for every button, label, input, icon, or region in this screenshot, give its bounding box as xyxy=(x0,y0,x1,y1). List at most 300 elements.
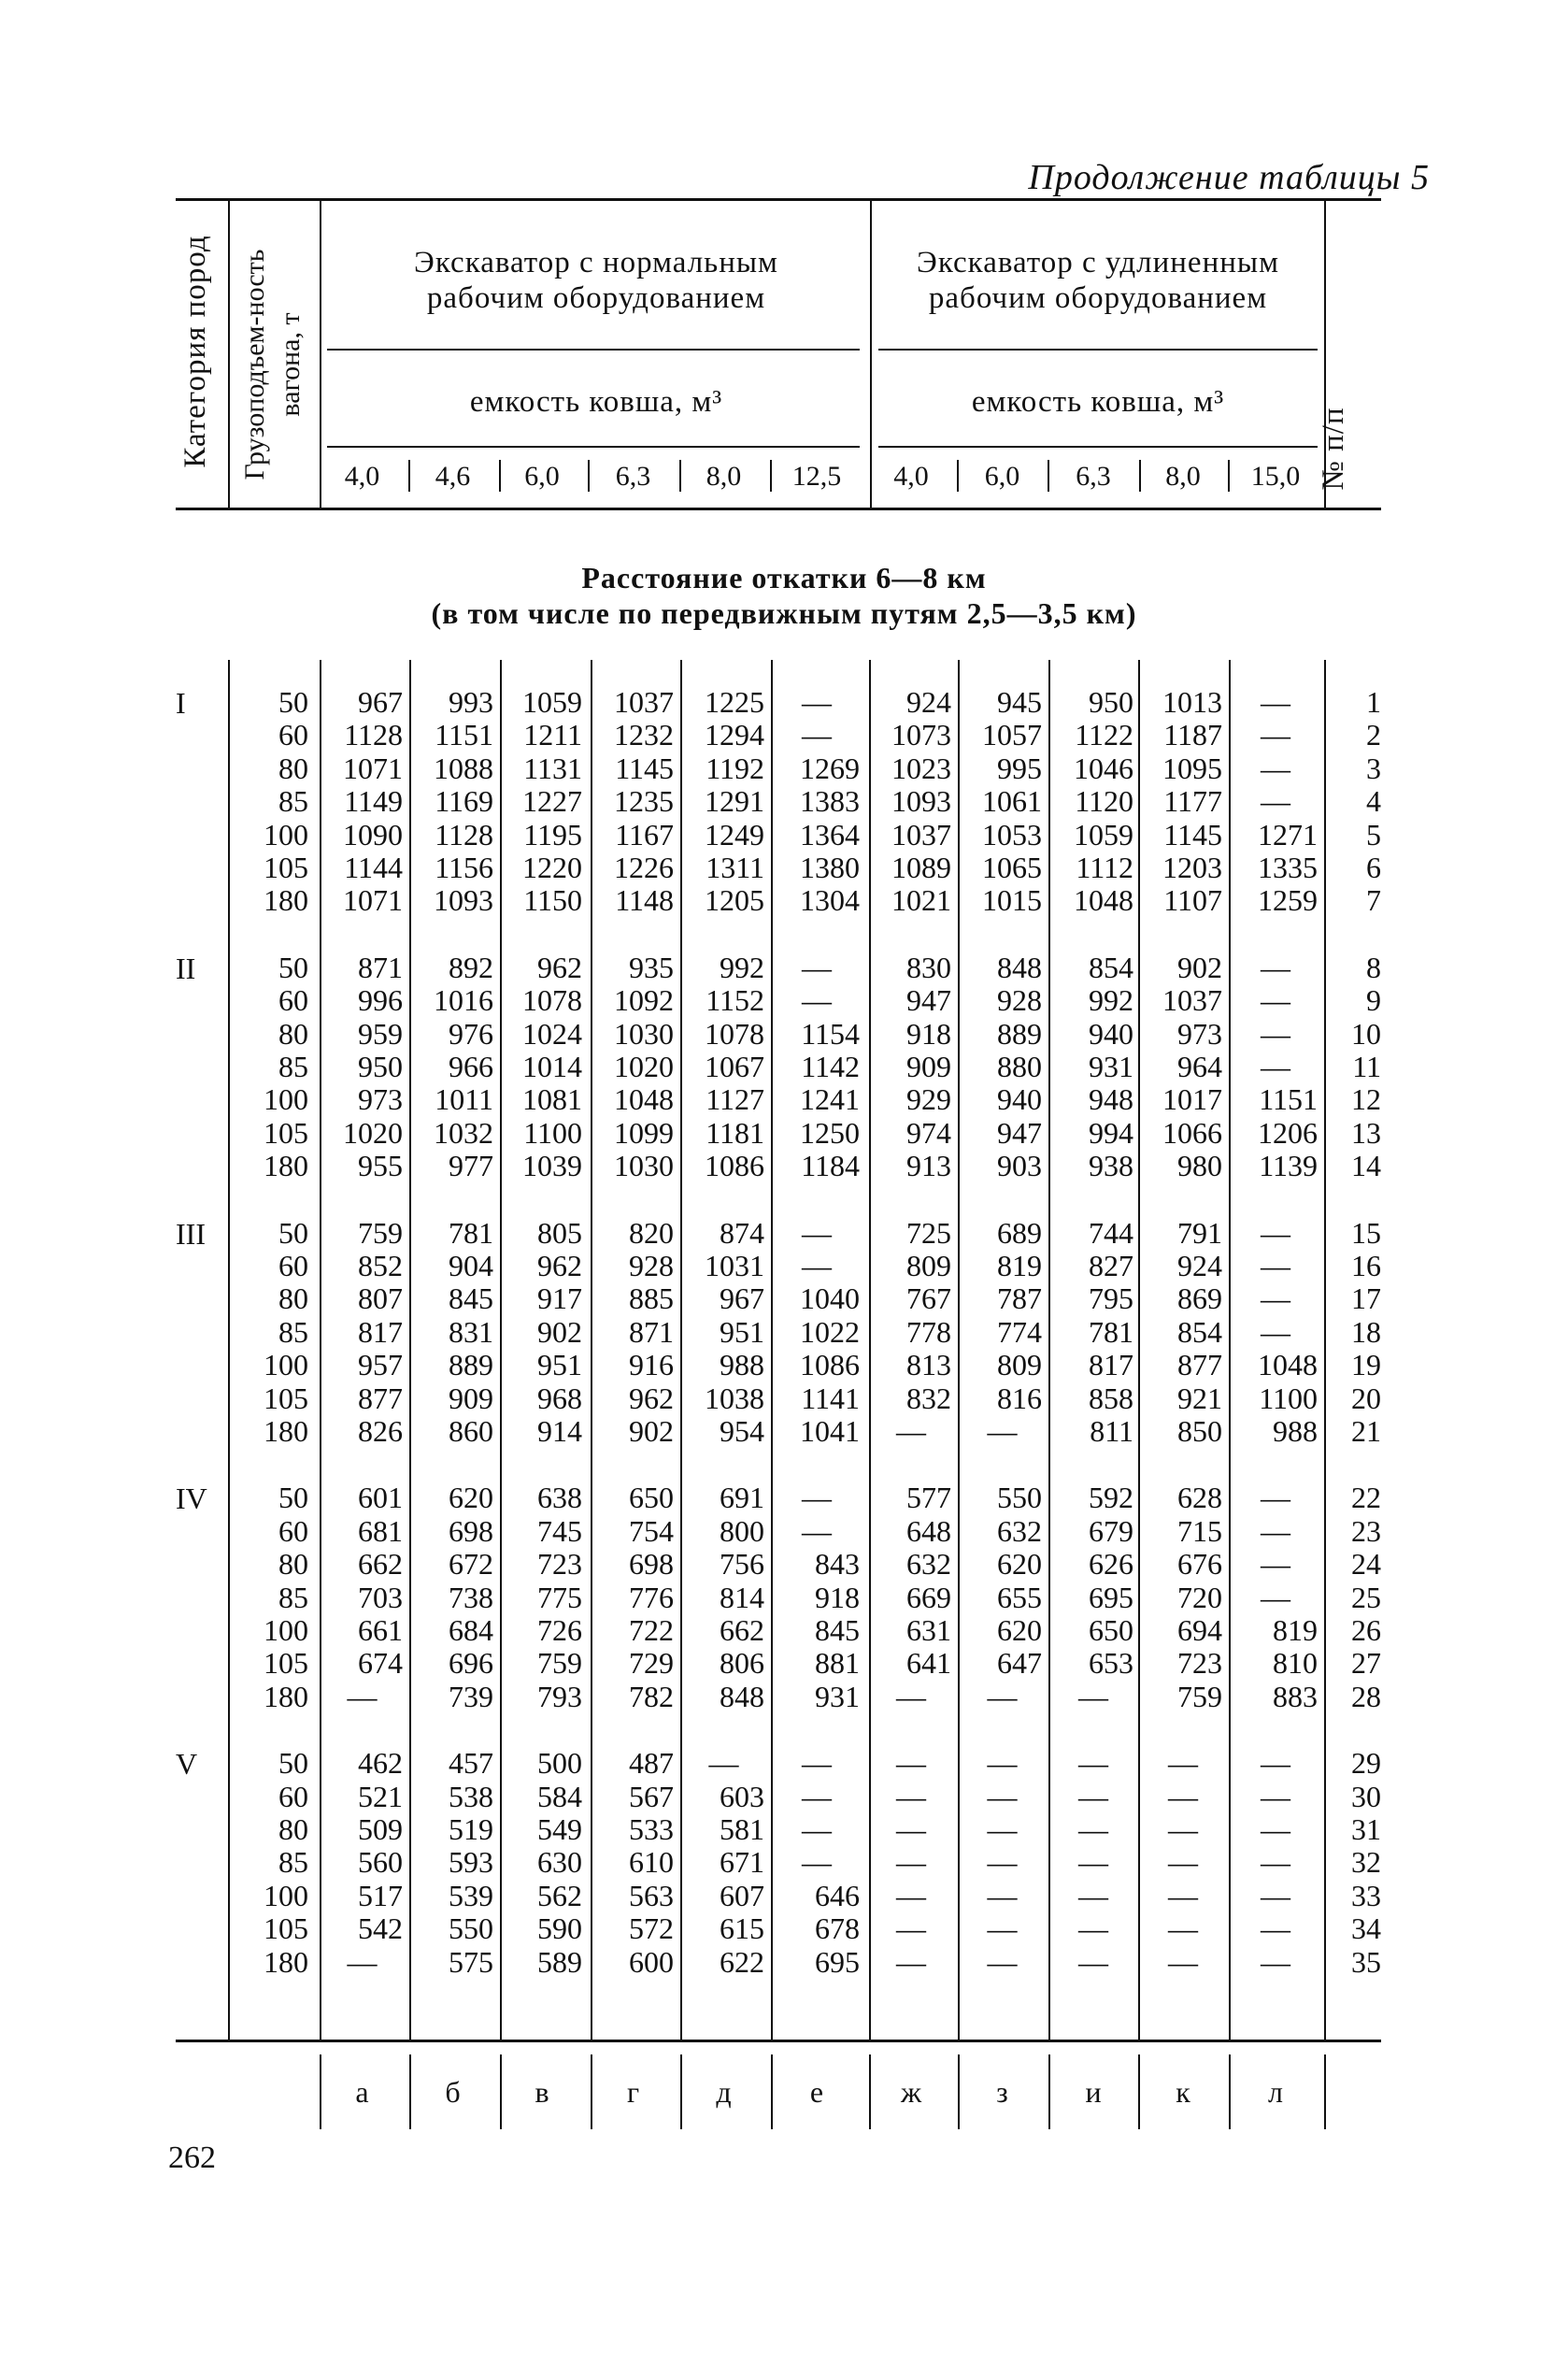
value-cell: 695 xyxy=(815,1945,860,1979)
wagon-capacity-cell: 100 xyxy=(264,1613,308,1647)
wagon-capacity-cell: 50 xyxy=(278,1216,308,1250)
row-number-cell: 16 xyxy=(1351,1249,1381,1282)
value-cell: 628 xyxy=(1177,1481,1222,1514)
bucket-size-label: 4,6 xyxy=(435,461,471,492)
value-cell: — xyxy=(802,1249,832,1282)
value-cell: 1030 xyxy=(614,1017,674,1051)
value-cell: — xyxy=(802,1514,832,1548)
value-cell: — xyxy=(896,1680,926,1713)
value-cell: 1225 xyxy=(705,685,764,719)
value-cell: 630 xyxy=(537,1845,582,1879)
value-cell: 745 xyxy=(537,1514,582,1548)
value-cell: — xyxy=(1261,1281,1290,1315)
value-cell: 947 xyxy=(997,1116,1042,1150)
value-cell: 776 xyxy=(629,1581,674,1614)
rock-category: IV xyxy=(176,1482,207,1516)
value-cell: 1145 xyxy=(1163,818,1222,852)
value-cell: 880 xyxy=(997,1050,1042,1083)
value-cell: 1093 xyxy=(434,883,493,917)
table-row xyxy=(0,1880,1568,1912)
value-cell: 1040 xyxy=(800,1281,860,1315)
value-cell: — xyxy=(1078,1680,1108,1713)
value-cell: 679 xyxy=(1089,1514,1133,1548)
value-cell: 918 xyxy=(815,1581,860,1614)
value-cell: 814 xyxy=(720,1581,764,1614)
value-cell: 852 xyxy=(358,1249,403,1282)
value-cell: 869 xyxy=(1177,1281,1222,1315)
value-cell: — xyxy=(1261,685,1290,719)
value-cell: 793 xyxy=(537,1680,582,1713)
value-cell: 918 xyxy=(906,1017,951,1051)
value-cell: — xyxy=(1078,1911,1108,1945)
value-cell: 883 xyxy=(1273,1680,1318,1713)
footer-rule xyxy=(1324,2054,1326,2129)
value-cell: 973 xyxy=(1177,1017,1222,1051)
value-cell: 1177 xyxy=(1163,784,1222,818)
footer-rule xyxy=(958,2054,960,2129)
value-cell: — xyxy=(1261,1315,1290,1349)
value-cell: 767 xyxy=(906,1281,951,1315)
value-cell: — xyxy=(896,1845,926,1879)
bucket-size-label: 8,0 xyxy=(1165,461,1201,492)
header-divider xyxy=(228,200,230,508)
value-cell: 720 xyxy=(1177,1581,1222,1614)
value-cell: 550 xyxy=(449,1911,493,1945)
value-cell: 877 xyxy=(1177,1348,1222,1381)
value-cell: 1039 xyxy=(522,1149,582,1182)
value-cell: 681 xyxy=(358,1514,403,1548)
wagon-capacity-cell: 105 xyxy=(264,1116,308,1150)
table-row xyxy=(0,1912,1568,1945)
value-cell: 698 xyxy=(449,1514,493,1548)
table-row xyxy=(0,1117,1568,1150)
value-cell: 1017 xyxy=(1162,1082,1222,1116)
value-cell: 584 xyxy=(537,1780,582,1813)
value-cell: 951 xyxy=(537,1348,582,1381)
table-row xyxy=(0,1051,1568,1083)
bucket-size-separator xyxy=(957,460,959,492)
bucket-size-separator xyxy=(770,460,772,492)
header-inner-rule xyxy=(327,349,860,351)
value-cell: 800 xyxy=(720,1514,764,1548)
value-cell: 1048 xyxy=(1074,883,1133,917)
value-cell: 1016 xyxy=(434,983,493,1017)
row-number-cell: 35 xyxy=(1351,1945,1381,1979)
value-cell: 916 xyxy=(629,1348,674,1381)
value-cell: 992 xyxy=(1089,983,1133,1017)
value-cell: 1093 xyxy=(891,784,951,818)
bucket-size-separator xyxy=(1048,460,1049,492)
value-cell: — xyxy=(1261,718,1290,752)
value-cell: 672 xyxy=(449,1547,493,1581)
wagon-capacity-cell: 60 xyxy=(278,718,308,752)
value-cell: — xyxy=(1168,1780,1198,1813)
row-number-cell: 22 xyxy=(1351,1481,1381,1514)
value-cell: 945 xyxy=(997,685,1042,719)
value-cell: 902 xyxy=(629,1414,674,1448)
value-cell: 1099 xyxy=(614,1116,674,1150)
table-row xyxy=(0,1515,1568,1548)
table-row xyxy=(0,1482,1568,1514)
value-cell: — xyxy=(1078,1812,1108,1846)
value-cell: 962 xyxy=(537,1249,582,1282)
value-cell: — xyxy=(1168,1911,1198,1945)
value-cell: 567 xyxy=(629,1780,674,1813)
value-cell: 694 xyxy=(1177,1613,1222,1647)
value-cell: 931 xyxy=(1089,1050,1133,1083)
value-cell: 848 xyxy=(720,1680,764,1713)
value-cell: 1032 xyxy=(434,1116,493,1150)
page-number: 262 xyxy=(168,2140,216,2175)
value-cell: — xyxy=(1168,1879,1198,1912)
value-cell: 992 xyxy=(720,951,764,984)
value-cell: 1227 xyxy=(522,784,582,818)
value-cell: 691 xyxy=(720,1481,764,1514)
value-cell: — xyxy=(347,1945,378,1979)
value-cell: 1241 xyxy=(800,1082,860,1116)
value-cell: 610 xyxy=(629,1845,674,1879)
value-cell: 994 xyxy=(1089,1116,1133,1150)
value-cell: 615 xyxy=(720,1911,764,1945)
column-letter: в xyxy=(535,2075,549,2109)
value-cell: 715 xyxy=(1177,1514,1222,1548)
bucket-size-separator xyxy=(499,460,501,492)
value-cell: 980 xyxy=(1177,1149,1222,1182)
bucket-size-separator xyxy=(679,460,681,492)
value-cell: — xyxy=(1261,1746,1290,1780)
value-cell: 1128 xyxy=(435,818,493,852)
value-cell: 1167 xyxy=(615,818,674,852)
value-cell: 661 xyxy=(358,1613,403,1647)
table-row xyxy=(0,1747,1568,1780)
value-cell: 917 xyxy=(537,1281,582,1315)
value-cell: 820 xyxy=(629,1216,674,1250)
value-cell: 1235 xyxy=(614,784,674,818)
value-cell: — xyxy=(1261,983,1290,1017)
value-cell: 1015 xyxy=(982,883,1042,917)
value-cell: 781 xyxy=(449,1216,493,1250)
value-cell: 1022 xyxy=(800,1315,860,1349)
value-cell: 947 xyxy=(906,983,951,1017)
column-letter: б xyxy=(445,2075,461,2109)
rock-category: V xyxy=(176,1747,198,1782)
table-row xyxy=(0,686,1568,719)
value-cell: 563 xyxy=(629,1879,674,1912)
wagon-capacity-cell: 60 xyxy=(278,1514,308,1548)
wagon-capacity-cell: 50 xyxy=(278,951,308,984)
table-row xyxy=(0,819,1568,852)
value-cell: 550 xyxy=(997,1481,1042,1514)
value-cell: 817 xyxy=(1089,1348,1133,1381)
value-cell: 607 xyxy=(720,1879,764,1912)
value-cell: — xyxy=(896,1746,926,1780)
row-number-cell: 2 xyxy=(1366,718,1381,752)
value-cell: 754 xyxy=(629,1514,674,1548)
value-cell: 562 xyxy=(537,1879,582,1912)
footer-rule xyxy=(1138,2054,1140,2129)
value-cell: — xyxy=(1261,1945,1290,1979)
value-cell: 678 xyxy=(815,1911,860,1945)
value-cell: 787 xyxy=(997,1281,1042,1315)
column-letter: д xyxy=(716,2075,732,2109)
value-cell: 626 xyxy=(1089,1547,1133,1581)
value-cell: 1250 xyxy=(800,1116,860,1150)
value-cell: 817 xyxy=(358,1315,403,1349)
rock-category: II xyxy=(176,951,196,985)
value-cell: 650 xyxy=(629,1481,674,1514)
bucket-size-label: 6,3 xyxy=(1076,461,1111,492)
value-cell: 662 xyxy=(358,1547,403,1581)
value-cell: 1059 xyxy=(1074,818,1133,852)
footer-rule xyxy=(771,2054,773,2129)
value-cell: — xyxy=(1261,1581,1290,1614)
value-cell: 827 xyxy=(1089,1249,1133,1282)
wagon-capacity-cell: 180 xyxy=(264,1414,308,1448)
value-cell: 819 xyxy=(997,1249,1042,1282)
continuation-caption: Продолжение таблицы 5 xyxy=(1028,158,1430,197)
section-title: Расстояние откатки 6—8 км xyxy=(581,561,987,594)
value-cell: 1071 xyxy=(343,883,403,917)
value-cell: — xyxy=(987,1879,1018,1912)
value-cell: — xyxy=(802,983,832,1017)
value-cell: — xyxy=(987,1746,1018,1780)
value-cell: 729 xyxy=(629,1646,674,1680)
table-row xyxy=(0,719,1568,752)
value-cell: 988 xyxy=(1273,1414,1318,1448)
value-cell: 572 xyxy=(629,1911,674,1945)
row-number-cell: 3 xyxy=(1366,752,1381,785)
value-cell: 533 xyxy=(629,1812,674,1846)
row-number-cell: 32 xyxy=(1351,1845,1381,1879)
value-cell: — xyxy=(347,1680,378,1713)
value-cell: 759 xyxy=(1177,1680,1222,1713)
row-number-cell: 17 xyxy=(1351,1281,1381,1315)
value-cell: 909 xyxy=(906,1050,951,1083)
value-cell: 974 xyxy=(906,1116,951,1150)
value-cell: 966 xyxy=(449,1050,493,1083)
column-letter: и xyxy=(1085,2075,1102,2109)
value-cell: 581 xyxy=(720,1812,764,1846)
value-cell: 1013 xyxy=(1162,685,1222,719)
bucket-size-label: 4,0 xyxy=(893,461,929,492)
wagon-capacity-cell: 180 xyxy=(264,883,308,917)
value-cell: 689 xyxy=(997,1216,1042,1250)
value-cell: 962 xyxy=(629,1381,674,1415)
value-cell: — xyxy=(1168,1945,1198,1979)
bucket-capacity-label: емкость ковша, м³ xyxy=(971,385,1225,419)
value-cell: 782 xyxy=(629,1680,674,1713)
wagon-capacity-cell: 180 xyxy=(264,1149,308,1182)
value-cell: 877 xyxy=(358,1381,403,1415)
value-cell: 964 xyxy=(1177,1050,1222,1083)
value-cell: 810 xyxy=(1273,1646,1318,1680)
table-bottom-rule xyxy=(176,2040,1381,2042)
value-cell: 854 xyxy=(1089,951,1133,984)
value-cell: 1020 xyxy=(614,1050,674,1083)
row-number-cell: 9 xyxy=(1366,983,1381,1017)
row-number-cell: 14 xyxy=(1351,1149,1381,1182)
value-cell: 902 xyxy=(1177,951,1222,984)
value-cell: 858 xyxy=(1089,1381,1133,1415)
value-cell: 1220 xyxy=(522,851,582,884)
value-cell: 1065 xyxy=(982,851,1042,884)
value-cell: 909 xyxy=(449,1381,493,1415)
value-cell: 962 xyxy=(537,951,582,984)
value-cell: 726 xyxy=(537,1613,582,1647)
value-cell: 938 xyxy=(1089,1149,1133,1182)
table-row xyxy=(0,752,1568,785)
value-cell: 914 xyxy=(537,1414,582,1448)
row-number-cell: 4 xyxy=(1366,784,1381,818)
value-cell: 577 xyxy=(906,1481,951,1514)
column-letter: г xyxy=(626,2075,640,2109)
wagon-capacity-cell: 100 xyxy=(264,818,308,852)
value-cell: 955 xyxy=(358,1149,403,1182)
value-cell: 924 xyxy=(906,685,951,719)
value-cell: 928 xyxy=(629,1249,674,1282)
value-cell: — xyxy=(987,1945,1018,1979)
wagon-capacity-cell: 180 xyxy=(264,1945,308,1979)
value-cell: 967 xyxy=(720,1281,764,1315)
value-cell: 1205 xyxy=(705,883,764,917)
value-cell: — xyxy=(802,1780,832,1813)
value-cell: 620 xyxy=(997,1613,1042,1647)
value-cell: 725 xyxy=(906,1216,951,1250)
value-cell: 885 xyxy=(629,1281,674,1315)
value-cell: 1041 xyxy=(800,1414,860,1448)
value-cell: 1149 xyxy=(344,784,403,818)
value-cell: 1150 xyxy=(523,883,582,917)
wagon-capacity-cell: 80 xyxy=(278,1812,308,1846)
value-cell: 1066 xyxy=(1162,1116,1222,1150)
value-cell: 977 xyxy=(449,1149,493,1182)
value-cell: 921 xyxy=(1177,1381,1222,1415)
bucket-size-separator xyxy=(1228,460,1230,492)
value-cell: — xyxy=(1261,1514,1290,1548)
value-cell: 889 xyxy=(449,1348,493,1381)
value-cell: 600 xyxy=(629,1945,674,1979)
column-letter: а xyxy=(355,2075,369,2109)
value-cell: 809 xyxy=(997,1348,1042,1381)
value-cell: 1142 xyxy=(801,1050,860,1083)
value-cell: 1151 xyxy=(435,718,493,752)
header-inner-rule xyxy=(878,446,1318,448)
value-cell: 590 xyxy=(537,1911,582,1945)
value-cell: 805 xyxy=(537,1216,582,1250)
value-cell: — xyxy=(1168,1812,1198,1846)
value-cell: 1144 xyxy=(344,851,403,884)
wagon-capacity-cell: 60 xyxy=(278,1249,308,1282)
value-cell: 1078 xyxy=(522,983,582,1017)
value-cell: 892 xyxy=(449,951,493,984)
value-cell: 1249 xyxy=(705,818,764,852)
value-cell: — xyxy=(896,1414,926,1448)
value-cell: — xyxy=(1261,1812,1290,1846)
row-number-cell: 6 xyxy=(1366,851,1381,884)
row-number-cell: 20 xyxy=(1351,1381,1381,1415)
value-cell: 601 xyxy=(358,1481,403,1514)
value-cell: 521 xyxy=(358,1780,403,1813)
value-cell: 1037 xyxy=(891,818,951,852)
section-subtitle: (в том числе по передвижным путям 2,5—3,5 км) xyxy=(431,596,1137,630)
row-number-cell: 23 xyxy=(1351,1514,1381,1548)
value-cell: 816 xyxy=(997,1381,1042,1415)
value-cell: 904 xyxy=(449,1249,493,1282)
value-cell: 1120 xyxy=(1075,784,1133,818)
value-cell: — xyxy=(802,1481,832,1514)
value-cell: 1081 xyxy=(522,1082,582,1116)
wagon-capacity-cell: 85 xyxy=(278,1050,308,1083)
row-number-cell: 18 xyxy=(1351,1315,1381,1349)
value-cell: 1139 xyxy=(1259,1149,1318,1182)
table-row xyxy=(0,1083,1568,1116)
value-cell: — xyxy=(802,1216,832,1250)
value-cell: 967 xyxy=(358,685,403,719)
header-row-number: № п/п xyxy=(1317,407,1350,491)
value-cell: 1181 xyxy=(706,1116,764,1150)
row-number-cell: 11 xyxy=(1352,1050,1381,1083)
value-cell: 1067 xyxy=(705,1050,764,1083)
value-cell: 988 xyxy=(720,1348,764,1381)
value-cell: — xyxy=(802,718,832,752)
value-cell: — xyxy=(896,1812,926,1846)
group-extended-title xyxy=(871,245,1325,316)
value-cell: — xyxy=(1168,1746,1198,1780)
value-cell: 874 xyxy=(720,1216,764,1250)
value-cell: 959 xyxy=(358,1017,403,1051)
value-cell: 1092 xyxy=(614,983,674,1017)
value-cell: 641 xyxy=(906,1646,951,1680)
wagon-capacity-cell: 105 xyxy=(264,851,308,884)
table-row xyxy=(0,1018,1568,1051)
value-cell: — xyxy=(1261,1050,1290,1083)
value-cell: — xyxy=(1078,1879,1108,1912)
value-cell: 1057 xyxy=(982,718,1042,752)
value-cell: 809 xyxy=(906,1249,951,1282)
value-cell: 957 xyxy=(358,1348,403,1381)
value-cell: 807 xyxy=(358,1281,403,1315)
value-cell: 662 xyxy=(720,1613,764,1647)
wagon-capacity-cell: 50 xyxy=(278,685,308,719)
value-cell: 1014 xyxy=(522,1050,582,1083)
value-cell: 1148 xyxy=(615,883,674,917)
value-cell: 631 xyxy=(906,1613,951,1647)
column-letter: к xyxy=(1176,2075,1190,2109)
value-cell: 549 xyxy=(537,1812,582,1846)
bucket-size-label: 8,0 xyxy=(706,461,742,492)
table-row xyxy=(0,1681,1568,1713)
value-cell: 517 xyxy=(358,1879,403,1912)
table-row xyxy=(0,1813,1568,1846)
value-cell: 954 xyxy=(720,1414,764,1448)
table-row xyxy=(0,785,1568,818)
value-cell: 638 xyxy=(537,1481,582,1514)
wagon-capacity-cell: 85 xyxy=(278,1581,308,1614)
value-cell: — xyxy=(896,1945,926,1979)
value-cell: 935 xyxy=(629,951,674,984)
table-row xyxy=(0,1217,1568,1250)
table-row xyxy=(0,1781,1568,1813)
value-cell: 1061 xyxy=(982,784,1042,818)
bucket-size-label: 4,0 xyxy=(344,461,380,492)
table-row xyxy=(0,1614,1568,1647)
table-row xyxy=(0,984,1568,1017)
value-cell: — xyxy=(802,1812,832,1846)
wagon-capacity-cell: 100 xyxy=(264,1082,308,1116)
row-number-cell: 5 xyxy=(1366,818,1381,852)
value-cell: 695 xyxy=(1089,1581,1133,1614)
value-cell: 1141 xyxy=(801,1381,860,1415)
